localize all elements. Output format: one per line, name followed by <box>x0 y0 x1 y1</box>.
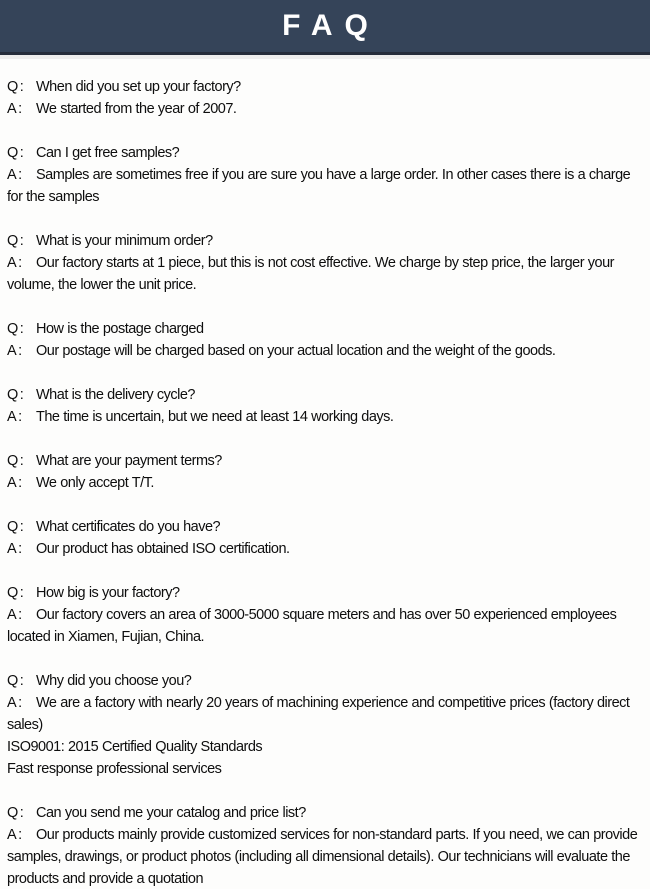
answer-text: We are a factory with nearly 20 years of machining experience and competitive prices (factory direct sales) <box>7 695 630 733</box>
answer-prefix: A: <box>7 255 24 271</box>
faq-header <box>0 0 650 55</box>
faq-question <box>7 384 643 406</box>
answer-prefix: A: <box>7 607 24 623</box>
faq-item <box>7 318 643 362</box>
faq-answer <box>7 824 643 889</box>
faq-question <box>7 318 643 340</box>
answer-text: We only accept T/T. <box>36 475 154 491</box>
question-text: What certificates do you have? <box>36 519 221 535</box>
question-text: How big is your factory? <box>36 585 180 601</box>
faq-question <box>7 76 643 98</box>
faq-item <box>7 582 643 648</box>
faq-answer-extra-line: ISO9001: 2015 Certified Quality Standards <box>7 739 263 755</box>
faq-answer <box>7 340 643 362</box>
question-prefix: Q: <box>7 673 26 689</box>
question-prefix: Q: <box>7 585 26 601</box>
faq-item <box>7 142 643 208</box>
answer-text: We started from the year of 2007. <box>36 101 237 117</box>
faq-list <box>0 55 650 889</box>
question-text: What are your payment terms? <box>36 453 222 469</box>
answer-text: Samples are sometimes free if you are sure you have a large order. In other cases there is a charge for the samples <box>7 167 631 205</box>
faq-question <box>7 582 643 604</box>
faq-answer <box>7 604 643 648</box>
faq-item <box>7 450 643 494</box>
answer-text: Our factory starts at 1 piece, but this is not cost effective. We charge by step price, the larger your volume, the lower the unit price. <box>7 255 614 293</box>
question-text: When did you set up your factory? <box>36 79 241 95</box>
question-prefix: Q: <box>7 387 26 403</box>
faq-item <box>7 670 643 780</box>
faq-question <box>7 802 643 824</box>
faq-answer <box>7 538 643 560</box>
answer-text: Our products mainly provide customized services for non-standard parts. If you need, we can provide samples, drawings, or product photos (including all dimensional details). Our technicians will evaluate the products and provide a quotation <box>7 827 638 887</box>
faq-question <box>7 670 643 692</box>
faq-item <box>7 516 643 560</box>
question-text: What is the delivery cycle? <box>36 387 195 403</box>
page-title: FAQ <box>282 9 380 42</box>
answer-text: Our product has obtained ISO certification. <box>36 541 290 557</box>
faq-answer <box>7 164 643 208</box>
faq-item <box>7 802 643 889</box>
answer-text: Our postage will be charged based on your actual location and the weight of the goods. <box>36 343 556 359</box>
faq-item <box>7 76 643 120</box>
faq-question <box>7 230 643 252</box>
question-prefix: Q: <box>7 145 26 161</box>
question-prefix: Q: <box>7 233 26 249</box>
question-prefix: Q: <box>7 321 26 337</box>
answer-prefix: A: <box>7 541 24 557</box>
answer-prefix: A: <box>7 827 24 843</box>
answer-prefix: A: <box>7 167 24 183</box>
faq-answer <box>7 472 643 494</box>
question-prefix: Q: <box>7 805 26 821</box>
question-text: Can you send me your catalog and price list? <box>36 805 306 821</box>
question-text: Can I get free samples? <box>36 145 180 161</box>
answer-prefix: A: <box>7 101 24 117</box>
faq-answer-extra-line: Fast response professional services <box>7 761 222 777</box>
faq-item <box>7 384 643 428</box>
faq-answer <box>7 252 643 296</box>
answer-prefix: A: <box>7 409 24 425</box>
question-prefix: Q: <box>7 453 26 469</box>
answer-prefix: A: <box>7 695 24 711</box>
faq-question <box>7 516 643 538</box>
answer-prefix: A: <box>7 475 24 491</box>
question-text: How is the postage charged <box>36 321 204 337</box>
answer-text: The time is uncertain, but we need at least 14 working days. <box>36 409 394 425</box>
question-text: What is your minimum order? <box>36 233 213 249</box>
faq-question <box>7 142 643 164</box>
question-prefix: Q: <box>7 519 26 535</box>
question-text: Why did you choose you? <box>36 673 192 689</box>
question-prefix: Q: <box>7 79 26 95</box>
faq-answer <box>7 406 643 428</box>
faq-answer <box>7 692 643 736</box>
faq-question <box>7 450 643 472</box>
answer-text: Our factory covers an area of 3000-5000 square meters and has over 50 experienced employees located in Xiamen, Fujian, China. <box>7 607 617 645</box>
faq-answer <box>7 98 643 120</box>
answer-prefix: A: <box>7 343 24 359</box>
faq-item <box>7 230 643 296</box>
